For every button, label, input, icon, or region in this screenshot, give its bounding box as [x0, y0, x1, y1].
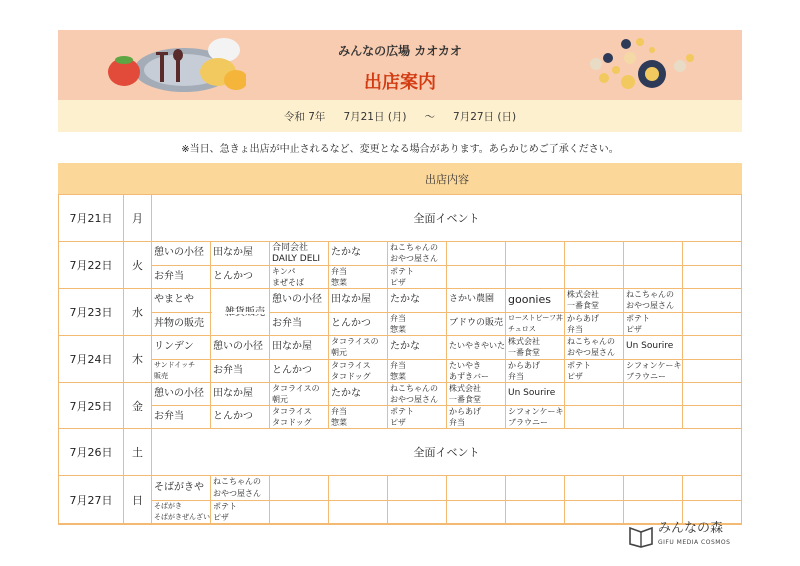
day-weekday: 水	[124, 289, 152, 336]
shop-text: とんかつ	[272, 364, 312, 376]
table-row	[58, 288, 742, 335]
shop-text: 田なか屋	[331, 294, 371, 305]
shop-text: 田なか屋	[213, 247, 253, 258]
shop-text: たかな	[390, 294, 420, 305]
shop-text: そばがきや	[154, 481, 204, 493]
day-weekday: 金	[124, 383, 152, 429]
shop-text: シフォンケーキ	[626, 361, 682, 370]
table-cell	[624, 476, 683, 501]
table-row	[58, 241, 742, 288]
shop-text: あずきバー	[449, 371, 489, 381]
shop-text: たかな	[390, 341, 420, 352]
shop-text: goonies	[508, 293, 551, 306]
table-cell	[270, 501, 329, 525]
table-cell	[506, 501, 565, 525]
table-cell	[565, 501, 624, 525]
shop-text: おやつ屋さん	[213, 488, 261, 498]
shop-text: Un Sourire	[626, 341, 674, 351]
table-cell	[270, 476, 329, 501]
shop-text: たかな	[331, 247, 361, 258]
table-cell	[683, 360, 742, 383]
table-cell	[683, 383, 742, 406]
shop-text: リンデン	[154, 341, 194, 352]
table-cell	[565, 242, 624, 266]
shop-text: たかな	[331, 387, 361, 399]
table-row	[58, 382, 742, 428]
shop-text: 朝元	[272, 394, 288, 404]
table-cell	[506, 266, 565, 289]
shop-text: ポテト	[390, 407, 414, 416]
shop-text: 田なか屋	[213, 387, 253, 399]
table-row	[58, 475, 742, 524]
shop-text: ピザ	[390, 417, 406, 427]
shop-text: 憩いの小径	[272, 294, 322, 305]
shop-text: タコライス	[331, 361, 371, 370]
shop-text: タコライスの	[272, 384, 320, 393]
shop-text: 惣菜	[331, 417, 347, 427]
shop-text: ねこちゃんの	[390, 384, 438, 393]
table-cell	[624, 406, 683, 429]
shop-text: 株式会社	[567, 290, 599, 299]
shop-text: ピザ	[213, 513, 229, 522]
table-cell	[329, 501, 388, 525]
era-year: 令和 7年	[283, 110, 326, 123]
shop-text: 販売	[154, 371, 168, 380]
shop-text: 惣菜	[390, 324, 406, 334]
table-row	[58, 335, 742, 382]
shop-text: 弁当	[331, 407, 347, 416]
shop-text: 株式会社	[449, 384, 481, 393]
shop-text: タコライスの	[331, 337, 379, 346]
table-row	[58, 428, 742, 475]
shop-text: からあげ	[508, 361, 540, 370]
end-date: 7月27日 (日)	[453, 110, 517, 123]
table-cell	[683, 266, 742, 289]
shop-text: 弁当	[567, 324, 583, 334]
shop-text: 憩いの小径	[154, 387, 204, 399]
table-cell	[506, 242, 565, 266]
tilde: ～	[424, 110, 436, 123]
shop-text: ポテト	[213, 502, 237, 511]
shop-text: ねこちゃんの	[567, 337, 615, 346]
shop-text: DAILY DELI	[272, 254, 321, 264]
day-date: 7月25日	[58, 383, 124, 429]
table-cell	[447, 476, 506, 501]
table-cell	[683, 313, 742, 336]
shop-text: 弁当	[331, 267, 347, 276]
shop-text: 丼物の販売	[154, 317, 204, 329]
table-cell	[565, 383, 624, 406]
day-weekday: 火	[124, 242, 152, 289]
shop-text: おやつ屋さん	[390, 254, 438, 263]
page-title: 出店案内	[364, 72, 436, 93]
shop-text: ピザ	[567, 371, 583, 381]
shop-text: お弁当	[154, 270, 184, 282]
book-icon	[628, 524, 654, 548]
shop-text: ピザ	[390, 277, 406, 287]
table-row	[58, 194, 742, 241]
shop-text: からあげ	[449, 407, 481, 416]
shop-text: たいやき	[449, 361, 481, 370]
shop-text: タコドッグ	[272, 417, 312, 427]
shop-text: やまとや	[154, 294, 194, 305]
shop-text: とんかつ	[213, 270, 253, 282]
table-cell	[565, 266, 624, 289]
shop-text: ねこちゃんの	[626, 290, 674, 299]
shop-text: 朝元	[331, 348, 347, 357]
shop-text: そばがきぜんざい	[154, 513, 210, 521]
shop-text: そばがき	[154, 502, 182, 510]
shop-text: Un Sourire	[508, 387, 556, 398]
shop-text: 弁当	[390, 314, 406, 323]
shop-text: キンパ	[272, 267, 296, 276]
header-banner	[58, 30, 742, 100]
shop-text: お弁当	[272, 317, 302, 329]
logo	[628, 520, 742, 550]
day-date: 7月26日	[58, 429, 124, 476]
shop-text: 憩いの小径	[213, 341, 263, 352]
shop-text: ピザ	[626, 324, 642, 334]
shop-text: 弁当	[390, 361, 406, 370]
table-cell	[683, 476, 742, 501]
day-weekday: 木	[124, 336, 152, 383]
shop-text: タコライス	[272, 407, 312, 416]
subtitle: みんなの広場 カオカオ	[338, 44, 462, 58]
shop-text: 田なか屋	[272, 341, 312, 352]
shop-text: まぜそば	[272, 277, 304, 287]
table-cell	[683, 406, 742, 429]
table-cell	[683, 289, 742, 313]
table-cell	[683, 242, 742, 266]
shop-text: おやつ屋さん	[390, 394, 438, 404]
logo-subtitle: GIFU MEDIA COSMOS	[658, 539, 731, 546]
table-cell	[683, 336, 742, 360]
table-header-blank	[58, 163, 152, 194]
schedule-table	[58, 194, 742, 524]
table-cell	[565, 406, 624, 429]
shop-text: ポテト	[567, 361, 591, 370]
shop-text: 一番食堂	[508, 348, 540, 357]
shop-text: おやつ屋さん	[567, 348, 615, 357]
shop-text: 憩いの小径	[154, 247, 204, 258]
shop-text: お弁当	[154, 410, 184, 422]
logo-name: みんなの森	[658, 521, 724, 536]
shop-text: サンドイッチ	[154, 361, 196, 369]
notice-text: ※当日、急きょ出店が中止されるなど、変更となる場合があります。あらかじめご了承ください。	[181, 144, 619, 155]
table-cell	[388, 501, 447, 525]
shop-text: 合同会社	[272, 243, 309, 253]
table-cell	[624, 266, 683, 289]
shop-text: おやつ屋さん	[626, 301, 674, 310]
day-date: 7月21日	[58, 195, 124, 242]
shop-text: ブラウニー	[626, 371, 666, 381]
table-cell	[565, 476, 624, 501]
shop-text: 弁当	[449, 417, 465, 427]
shop-text: さかい農園	[449, 294, 495, 304]
table-cell	[447, 501, 506, 525]
table-header	[58, 163, 742, 194]
day-weekday: 月	[124, 195, 152, 242]
shop-text: からあげ	[567, 314, 599, 323]
shop-text: とんかつ	[331, 317, 371, 329]
shop-text: 惣菜	[331, 277, 347, 287]
table-cell	[624, 383, 683, 406]
shop-text: 株式会社	[508, 337, 540, 346]
event-cell: 全面イベント	[152, 429, 742, 476]
shop-text: ポテト	[626, 314, 650, 323]
day-weekday: 土	[124, 429, 152, 476]
shop-text: チュロス	[508, 324, 536, 333]
shop-text: シフォンケーキ	[508, 407, 564, 416]
day-date: 7月24日	[58, 336, 124, 383]
day-date: 7月27日	[58, 476, 124, 525]
date-range-bar	[58, 100, 742, 132]
day-weekday: 日	[124, 476, 152, 525]
shop-text: 一番食堂	[567, 301, 599, 310]
table-cell	[447, 266, 506, 289]
table-cell	[506, 476, 565, 501]
day-date: 7月23日	[58, 289, 124, 336]
table-cell	[447, 242, 506, 266]
shop-text: 惣菜	[390, 371, 406, 381]
shop-text: ポテト	[390, 267, 414, 276]
shop-text: たいやきやいた	[449, 341, 505, 350]
shop-text: ブラウニー	[508, 417, 548, 427]
shop-text: 弁当	[508, 371, 524, 381]
shop-text: ねこちゃんの	[390, 243, 438, 252]
shop-text: とんかつ	[213, 410, 253, 422]
table-cell	[624, 242, 683, 266]
start-date: 7月21日 (月)	[343, 110, 407, 123]
table-header-label: 出店内容	[152, 163, 742, 194]
table-cell	[388, 476, 447, 501]
shop-text: ブドウの販売	[449, 317, 504, 328]
shop-text: 一番食堂	[449, 394, 481, 404]
shop-text: ねこちゃんの	[213, 477, 261, 486]
table-cell	[329, 476, 388, 501]
merged-cell	[212, 312, 269, 314]
day-date: 7月22日	[58, 242, 124, 289]
event-cell: 全面イベント	[152, 195, 742, 242]
shop-text: お弁当	[213, 364, 243, 376]
shop-text: タコドッグ	[331, 371, 371, 381]
shop-text: ローストビーフ丼	[508, 314, 564, 322]
